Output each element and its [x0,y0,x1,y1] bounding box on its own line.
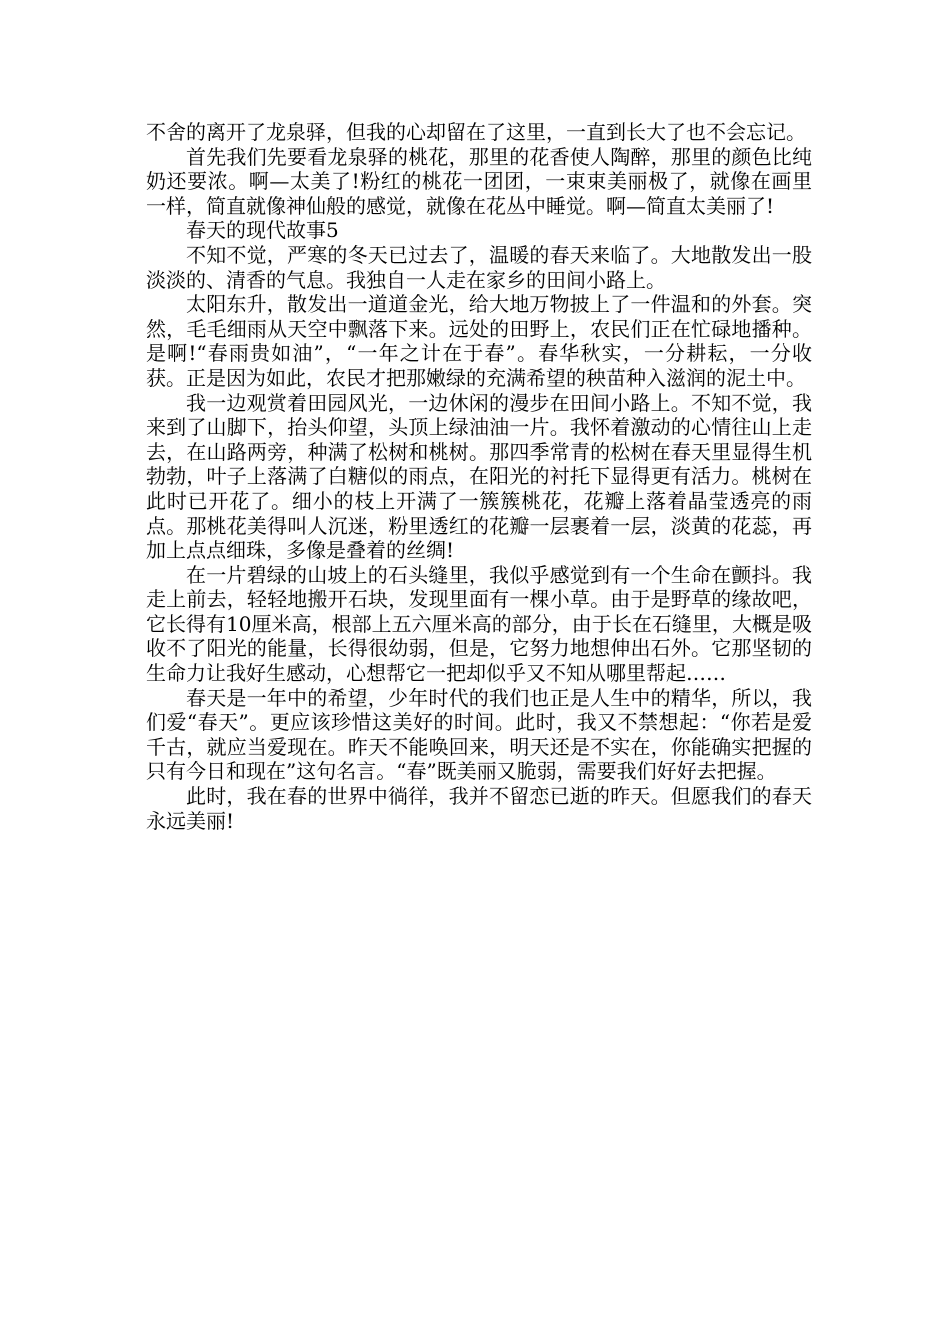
document-body [146,120,812,833]
paragraph-9: 此时，我在春的世界中徜徉，我并不留恋已逝的昨天。但愿我们的春天永远美丽! [146,784,812,833]
paragraph-4: 不知不觉，严寒的冬天已过去了，温暖的春天来临了。大地散发出一股淡淡的、清香的气息。我独自一人走在家乡的田间小路上。 [146,242,812,292]
paragraph-6: 我一边观赏着田园风光，一边休闲的漫步在田间小路上。不知不觉，我来到了山脚下，抬头仰望，头顶上绿油油一片。我怀着激动的心情往山上走去，在山路两旁，种满了松树和桃树。那四季常青的松树在春天里显得生机勃勃，叶子上落满了白糖似的雨点，在阳光的衬托下显得更有活力。桃树在此时已开花了。细小的枝上开满了一簇簇桃花，花瓣上落着晶莹透亮的雨点。那桃花美得叫人沉迷，粉里透红的花瓣一层裹着一层，淡黄的花蕊，再加上点点细珠，多像是叠着的丝绸! [146,390,812,563]
paragraph-2: 首先我们先要看龙泉驿的桃花，那里的花香使人陶醉，那里的颜色比纯奶还要浓。啊—太美了!粉红的桃花一团团，一束束美丽极了，就像在画里一样，简直就像神仙般的感觉，就像在花丛中睡觉。啊—简直太美丽了! [146,144,812,218]
story-heading: 春天的现代故事5 [186,218,339,243]
paragraph-5: 太阳东升，散发出一道道金光，给大地万物披上了一件温和的外套。突然，毛毛细雨从天空中飘落下来。远处的田野上，农民们正在忙碌地播种。是啊!“春雨贵如油”，“一年之计在于春”。春华秋实，一分耕耘，一分收获。正是因为如此，农民才把那嫩绿的充满希望的秧苗种入滋润的泥土中。 [146,292,812,390]
paragraph-8: 春天是一年中的希望，少年时代的我们也正是人生中的精华，所以，我们爱“春天”。更应该珍惜这美好的时间。此时，我又不禁想起：“你若是爱千古，就应当爱现在。昨天不能唤回来，明天还是不实在，你能确实把握的只有今日和现在”这句名言。“春”既美丽又脆弱，需要我们好好去把握。 [146,685,812,784]
paragraph-1: 不舍的离开了龙泉驿，但我的心却留在了这里，一直到长大了也不会忘记。 [146,120,806,144]
paragraph-7: 在一片碧绿的山坡上的石头缝里，我似乎感觉到有一个生命在颤抖。我走上前去，轻轻地搬开石块，发现里面有一棵小草。由于是野草的缘故吧，它长得有10厘米高，根部上五六厘米高的部分，由于长在石缝里，大概是吸收不了阳光的能量，长得很幼弱，但是，它努力地想伸出石外。它那坚韧的生命力让我好生感动，心想帮它一把却似乎又不知从哪里帮起…… [146,562,812,686]
